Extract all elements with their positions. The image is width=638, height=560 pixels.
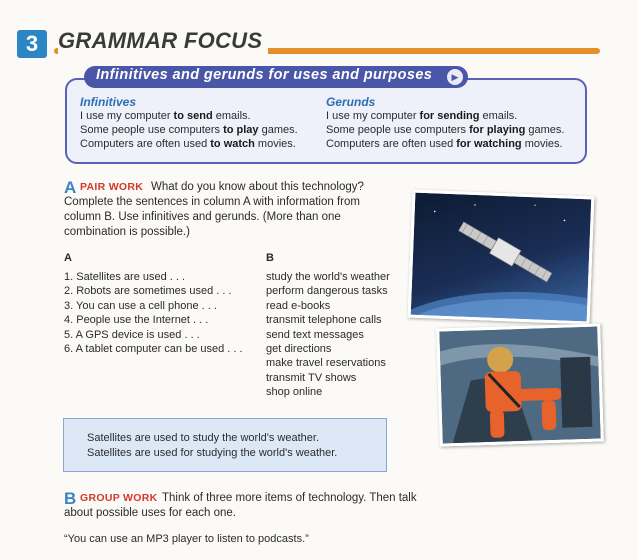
list-item: read e-books bbox=[266, 299, 331, 312]
example-quote: “You can use an MP3 player to listen to podcasts.” bbox=[64, 533, 309, 545]
part-a-instruction-line: column B. Use infinitives and gerunds. (More than one bbox=[64, 211, 341, 223]
gerunds-column bbox=[326, 95, 564, 151]
column-b-heading: B bbox=[266, 252, 274, 264]
part-a-instruction-line: combination is possible.) bbox=[64, 226, 190, 238]
part-b-instruction-line: about possible uses for each one. bbox=[64, 507, 236, 519]
audio-play-icon[interactable]: ▶ bbox=[447, 69, 463, 85]
section-number: 3 bbox=[17, 30, 47, 58]
grammar-banner-title: Infinitives and gerunds for uses and purposes bbox=[96, 67, 433, 83]
list-item: transmit telephone calls bbox=[266, 314, 382, 327]
example-sentence: Satellites are used for studying the world's weather. bbox=[87, 447, 338, 459]
list-item: study the world's weather bbox=[266, 271, 390, 283]
list-item: 4. People use the Internet . . . bbox=[64, 314, 209, 327]
group-work-label: GROUP WORK bbox=[80, 492, 158, 504]
example-sentence: Satellites are used to study the world's weather. bbox=[87, 432, 320, 444]
satellite-photo bbox=[408, 190, 595, 325]
list-item: 1. Satellites are used . . . bbox=[64, 271, 186, 283]
infinitive-example: Some people use computers to play games. bbox=[80, 124, 298, 136]
pair-work-label: PAIR WORK bbox=[80, 181, 144, 193]
list-item: transmit TV shows bbox=[266, 371, 357, 384]
gerund-example: I use my computer for sending emails. bbox=[326, 110, 518, 122]
crash-test-photo bbox=[436, 323, 604, 446]
gerund-example: Computers are often used for watching movies. bbox=[326, 138, 563, 150]
infinitives-heading: Infinitives bbox=[80, 95, 137, 109]
part-b-letter: B bbox=[64, 489, 77, 508]
list-item: perform dangerous tasks bbox=[266, 285, 388, 298]
part-b-instruction-line: Think of three more items of technology. Then talk bbox=[162, 492, 417, 504]
section-title: GRAMMAR FOCUS bbox=[58, 28, 268, 54]
gerunds-heading: Gerunds bbox=[326, 95, 376, 109]
satellite-illustration bbox=[411, 193, 592, 322]
infinitives-column bbox=[80, 95, 298, 151]
list-item: 6. A tablet computer can be used . . . bbox=[64, 343, 243, 356]
list-item: make travel reservations bbox=[266, 357, 386, 370]
part-a-instruction-line: Complete the sentences in column A with information from bbox=[64, 196, 360, 208]
gerund-example: Some people use computers for playing games. bbox=[326, 124, 565, 136]
list-item: get directions bbox=[266, 343, 332, 356]
list-item: 5. A GPS device is used . . . bbox=[64, 328, 200, 341]
part-a-letter: A bbox=[64, 178, 77, 197]
infinitive-example: Computers are often used to watch movies. bbox=[80, 138, 296, 150]
column-a-heading: A bbox=[64, 252, 72, 264]
list-item: send text messages bbox=[266, 328, 364, 341]
list-item: 3. You can use a cell phone . . . bbox=[64, 299, 217, 312]
column-a-list bbox=[64, 270, 243, 356]
column-b-list bbox=[266, 270, 390, 400]
list-item: shop online bbox=[266, 386, 323, 399]
part-a-instruction-line: What do you know about this technology? bbox=[151, 181, 364, 193]
crash-test-illustration bbox=[439, 327, 600, 444]
infinitive-example: I use my computer to send emails. bbox=[80, 110, 251, 122]
list-item: 2. Robots are sometimes used . . . bbox=[64, 285, 232, 298]
